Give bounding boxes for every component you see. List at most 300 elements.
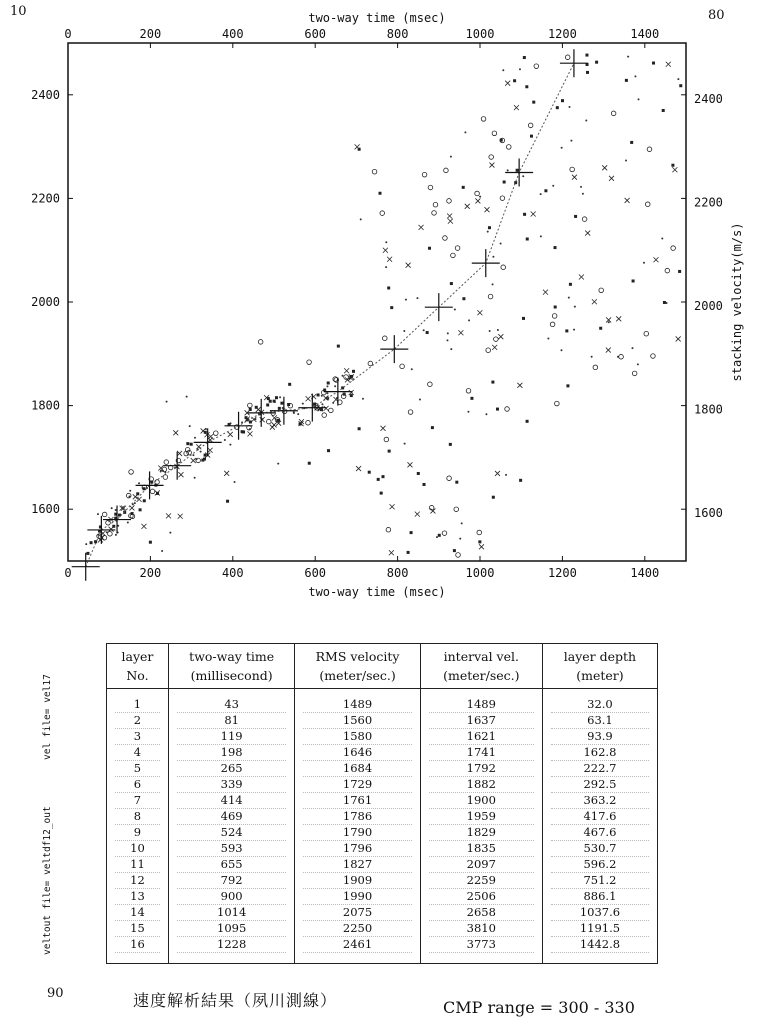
table-cell: 14 xyxy=(115,905,160,921)
scatter-point-star xyxy=(491,381,494,384)
scatter-point-cross xyxy=(173,430,178,435)
scatter-point-cross xyxy=(572,175,577,180)
table-cell: 10 xyxy=(115,841,160,857)
scatter-point-star xyxy=(478,540,481,543)
scatter-point-dot xyxy=(106,531,108,533)
scatter-point-cross xyxy=(228,432,233,437)
table-cell: 2 xyxy=(115,713,160,729)
scatter-point-circle xyxy=(102,512,107,517)
scatter-point-cross xyxy=(505,81,510,86)
scatter-point-star xyxy=(241,430,244,433)
scatter-point-dot xyxy=(297,413,299,415)
scatter-point-dot xyxy=(166,401,168,403)
scatter-point-star xyxy=(149,541,152,544)
table-cell: 655 xyxy=(177,857,286,873)
scatter-point-star xyxy=(500,139,503,142)
scatter-point-dot xyxy=(638,98,640,100)
scatter-point-circle xyxy=(329,408,334,413)
scatter-point-cross xyxy=(247,431,252,436)
page-number-top-right: 80 xyxy=(708,8,725,23)
scatter-point-cross xyxy=(356,466,361,471)
scatter-point-cross xyxy=(387,257,392,262)
scatter-point-dot xyxy=(343,392,345,394)
scatter-point-star xyxy=(455,481,458,484)
scatter-point-dot xyxy=(677,78,679,80)
scatter-point-star xyxy=(492,496,495,499)
scatter-point-dot xyxy=(502,69,504,71)
table-cell: 265 xyxy=(177,761,286,777)
scatter-point-dot xyxy=(447,332,449,334)
scatter-point-star xyxy=(190,443,193,446)
cmp-range-label: CMP range = 300 - 330 xyxy=(443,998,635,1017)
scatter-point-star xyxy=(226,500,229,503)
table-header-line: two-way time xyxy=(189,649,275,664)
scatter-point-cross xyxy=(406,263,411,268)
scatter-point-dot xyxy=(134,502,136,504)
scatter-point-dot xyxy=(192,454,194,456)
scatter-point-dot xyxy=(625,160,627,162)
scatter-point-cross xyxy=(141,524,146,529)
table-header xyxy=(107,644,169,689)
scatter-point-star xyxy=(532,101,535,104)
scatter-point-star xyxy=(275,396,278,399)
velocity-pick-marker xyxy=(194,428,222,456)
scatter-point-cross xyxy=(495,471,500,476)
scatter-point-circle xyxy=(451,253,456,258)
scatter-point-cross xyxy=(531,211,536,216)
scatter-point-star xyxy=(280,402,283,405)
table-cell: 1684 xyxy=(303,761,411,777)
scatter-point-dot xyxy=(85,543,87,545)
scatter-point-star xyxy=(358,427,361,430)
scatter-point-dot xyxy=(411,368,413,370)
scatter-point-cross xyxy=(543,290,548,295)
scatter-point-star xyxy=(131,512,134,515)
scatter-point-star xyxy=(526,420,529,423)
table-cell: 1909 xyxy=(303,873,411,889)
scatter-point-circle xyxy=(534,64,539,69)
scatter-point-star xyxy=(156,492,159,495)
veltout-file-label: veltout file= veltdf12_out xyxy=(42,806,53,955)
scatter-point-dot xyxy=(385,241,387,243)
scatter-point-dot xyxy=(423,329,425,331)
scatter-point-cross xyxy=(458,330,463,335)
scatter-point-circle xyxy=(632,371,637,376)
scatter-point-star xyxy=(630,141,633,144)
scatter-point-dot xyxy=(230,422,232,424)
scatter-point-star xyxy=(625,79,628,82)
table-cell: 1959 xyxy=(429,809,534,825)
scatter-point-star xyxy=(143,499,146,502)
table-cell: 524 xyxy=(177,825,286,841)
scatter-point-circle xyxy=(447,199,452,204)
scatter-point-cross xyxy=(602,165,607,170)
scatter-point-star xyxy=(488,226,491,229)
scatter-point-dot xyxy=(115,534,117,536)
table-cell: 530.7 xyxy=(551,841,649,857)
scatter-point-circle xyxy=(506,145,511,150)
scatter-point-circle xyxy=(599,288,604,293)
table-cell: 1827 xyxy=(303,857,411,873)
x-tick-label-top: 600 xyxy=(304,27,327,41)
scatter-point-dot xyxy=(661,238,663,240)
table-cell: 16 xyxy=(115,937,160,953)
scatter-point-star xyxy=(86,552,89,555)
plot-frame xyxy=(68,43,686,561)
table-header-line: (millisecond) xyxy=(190,668,273,683)
table-cell: 1637 xyxy=(429,713,534,729)
table-header-line: (meter/sec.) xyxy=(319,668,396,683)
scatter-point-circle xyxy=(447,476,452,481)
table-column-rms-velocity xyxy=(295,689,420,964)
scatter-point-star xyxy=(496,408,499,411)
scatter-point-star xyxy=(255,406,258,409)
scatter-point-dot xyxy=(459,538,461,540)
scatter-point-circle xyxy=(570,167,575,172)
scatter-point-star xyxy=(201,459,204,462)
scatter-point-star xyxy=(381,475,384,478)
scatter-point-dot xyxy=(162,470,164,472)
scatter-point-dot xyxy=(591,356,593,358)
scatter-point-cross xyxy=(407,462,412,467)
scatter-point-circle xyxy=(651,354,656,359)
scatter-point-cross xyxy=(178,472,183,477)
scatter-point-star xyxy=(671,164,674,167)
scatter-point-circle xyxy=(428,185,433,190)
table-cell: 1796 xyxy=(303,841,411,857)
scatter-point-cross xyxy=(344,368,349,373)
scatter-point-star xyxy=(390,306,393,309)
scatter-point-circle xyxy=(501,265,506,270)
scatter-point-dot xyxy=(450,156,452,158)
scatter-point-dot xyxy=(194,437,196,439)
table-cell: 1 xyxy=(115,697,160,713)
scatter-point-circle xyxy=(163,475,168,480)
table-cell: 93.9 xyxy=(551,729,649,745)
table-cell: 596.2 xyxy=(551,857,649,873)
scatter-point-cross xyxy=(224,471,229,476)
table-cell: 1790 xyxy=(303,825,411,841)
scatter-point-cross xyxy=(609,176,614,181)
scatter-point-dot xyxy=(519,68,521,70)
scatter-point-circle xyxy=(266,419,271,424)
scatter-point-circle xyxy=(555,401,560,406)
scatter-point-cross xyxy=(517,383,522,388)
scatter-point-star xyxy=(380,492,383,495)
scatter-point-dot xyxy=(569,106,571,108)
scatter-point-circle xyxy=(322,413,327,418)
scatter-point-dot xyxy=(161,550,163,552)
table-cell: 792 xyxy=(177,873,286,889)
table-cell: 43 xyxy=(177,697,286,713)
table-cell: 8 xyxy=(115,809,160,825)
scatter-point-circle xyxy=(665,268,670,273)
scatter-point-star xyxy=(118,514,121,517)
table-cell: 363.2 xyxy=(551,793,649,809)
scatter-point-star xyxy=(313,403,316,406)
table-cell: 5 xyxy=(115,761,160,777)
scatter-point-cross xyxy=(415,512,420,517)
table-header-line: (meter) xyxy=(576,668,624,683)
scatter-point-circle xyxy=(552,314,557,319)
scatter-point-circle xyxy=(214,431,219,436)
table-cell: 751.2 xyxy=(551,873,649,889)
scatter-point-cross xyxy=(306,396,311,401)
scatter-point-dot xyxy=(419,399,421,401)
scatter-point-dot xyxy=(608,321,610,323)
scatter-point-dot xyxy=(505,474,507,476)
table-cell: 1835 xyxy=(429,841,534,857)
scatter-point-dot xyxy=(507,169,509,171)
scatter-point-circle xyxy=(481,117,486,122)
scatter-point-cross xyxy=(672,167,677,172)
x-tick-label-bottom: 600 xyxy=(304,566,327,580)
scatter-point-circle xyxy=(258,340,263,345)
scatter-point-star xyxy=(449,443,452,446)
scatter-point-dot xyxy=(467,411,469,413)
scatter-point-dot xyxy=(254,418,256,420)
scatter-point-dot xyxy=(461,522,463,524)
scatter-point-cross xyxy=(178,514,183,519)
scatter-point-circle xyxy=(306,420,311,425)
y-tick-label-right: 2000 xyxy=(694,299,723,313)
velocity-pick-marker xyxy=(425,293,453,321)
table-cell: 1014 xyxy=(177,905,286,921)
table-cell: 2259 xyxy=(429,873,534,889)
scatter-point-cross xyxy=(465,204,470,209)
scatter-point-dot xyxy=(342,375,344,377)
table-cell: 1442.8 xyxy=(551,937,649,953)
scatter-point-star xyxy=(426,331,429,334)
scatter-point-cross xyxy=(191,458,196,463)
scatter-point-cross xyxy=(448,219,453,224)
scatter-point-star xyxy=(273,400,276,403)
table-header-line: No. xyxy=(126,668,149,683)
scatter-point-dot xyxy=(492,283,494,285)
scatter-point-circle xyxy=(505,407,510,412)
table-cell: 162.8 xyxy=(551,745,649,761)
table-header xyxy=(168,644,294,689)
scatter-point-dot xyxy=(446,339,448,341)
scatter-point-dot xyxy=(464,131,466,133)
scatter-point-star xyxy=(90,541,93,544)
scatter-point-circle xyxy=(550,322,555,327)
table-cell: 2075 xyxy=(303,905,411,921)
scatter-point-star xyxy=(417,472,420,475)
table-cell: 222.7 xyxy=(551,761,649,777)
scatter-point-star xyxy=(554,306,557,309)
table-cell: 1646 xyxy=(303,745,411,761)
scatter-point-circle xyxy=(486,348,491,353)
scatter-point-circle xyxy=(494,337,499,342)
scatter-point-dot xyxy=(404,443,406,445)
scatter-point-dot xyxy=(360,218,362,220)
scatter-point-star xyxy=(513,79,516,82)
scatter-point-circle xyxy=(108,531,113,536)
table-cell: 1900 xyxy=(429,793,534,809)
table-cell: 15 xyxy=(115,921,160,937)
scatter-point-dot xyxy=(631,347,633,349)
scatter-point-star xyxy=(112,525,115,528)
scatter-point-circle xyxy=(400,364,405,369)
scatter-point-star xyxy=(470,397,473,400)
scatter-point-circle xyxy=(500,196,505,201)
scatter-point-circle xyxy=(408,410,413,415)
scatter-point-dot xyxy=(186,396,188,398)
scatter-point-cross xyxy=(272,422,277,427)
scatter-point-star xyxy=(269,400,272,403)
table-cell: 12 xyxy=(115,873,160,889)
table-cell: 1095 xyxy=(177,921,286,937)
table-cell: 469 xyxy=(177,809,286,825)
scatter-point-star xyxy=(388,450,391,453)
table-cell: 1489 xyxy=(303,697,411,713)
scatter-point-circle xyxy=(645,202,650,207)
scatter-point-star xyxy=(428,247,431,250)
table-cell: 1037.6 xyxy=(551,905,649,921)
scatter-point-dot xyxy=(522,175,524,177)
table-cell: 417.6 xyxy=(551,809,649,825)
scatter-point-dot xyxy=(568,297,570,299)
scatter-point-cross xyxy=(475,198,480,203)
scatter-point-circle xyxy=(488,294,493,299)
scatter-point-dot xyxy=(111,507,113,509)
scatter-point-dot xyxy=(160,470,162,472)
table-column-layer-no xyxy=(107,689,169,964)
table-cell: 1729 xyxy=(303,777,411,793)
table-cell: 3810 xyxy=(429,921,534,937)
x-tick-label-bottom: 200 xyxy=(139,566,162,580)
scatter-point-circle xyxy=(380,211,385,216)
y-tick-label-right: 2200 xyxy=(694,195,723,210)
y-tick-label-left: 2400 xyxy=(31,87,60,102)
scatter-point-cross xyxy=(479,544,484,549)
table-cell: 1829 xyxy=(429,825,534,841)
x-tick-label-top: 400 xyxy=(221,27,244,41)
scatter-point-star xyxy=(186,442,189,445)
scatter-point-star xyxy=(423,483,426,486)
scatter-point-cross xyxy=(166,513,171,518)
table-cell: 1489 xyxy=(429,697,534,713)
scatter-point-star xyxy=(358,148,361,151)
y-tick-label-left: 2000 xyxy=(31,295,60,309)
scatter-point-dot xyxy=(241,421,243,423)
scatter-point-star xyxy=(503,180,506,183)
table-cell: 1882 xyxy=(429,777,534,793)
scatter-point-circle xyxy=(126,493,131,498)
table-header-line: RMS velocity xyxy=(315,649,400,664)
table-column-interval-vel xyxy=(420,689,542,964)
table-cell: 1741 xyxy=(429,745,534,761)
scatter-point-dot xyxy=(492,256,494,258)
scatter-point-dot xyxy=(561,147,563,149)
table-cell: 2461 xyxy=(303,937,411,953)
x-tick-label-top: 1000 xyxy=(465,27,495,41)
y-tick-label-right: 2400 xyxy=(694,91,723,106)
scatter-point-dot xyxy=(497,329,499,331)
scatter-point-dot xyxy=(229,444,231,446)
scatter-point-circle xyxy=(644,331,649,336)
scatter-point-circle xyxy=(372,169,377,174)
scatter-point-circle xyxy=(386,527,391,532)
scatter-point-circle xyxy=(455,246,460,251)
scatter-point-star xyxy=(678,270,681,273)
table-header-line: interval vel. xyxy=(443,649,519,664)
scatter-point-star xyxy=(378,192,381,195)
scatter-point-star xyxy=(407,551,410,554)
scatter-point-dot xyxy=(129,490,131,492)
scatter-point-circle xyxy=(582,217,587,222)
table-cell: 1228 xyxy=(177,937,286,953)
scatter-point-star xyxy=(525,85,528,88)
scatter-point-circle xyxy=(565,55,570,60)
scatter-point-star xyxy=(519,479,522,482)
scatter-point-cross xyxy=(606,348,611,353)
table-header-line: (meter/sec.) xyxy=(443,668,520,683)
velocity-pick-marker xyxy=(298,394,326,422)
vel-file-label: vel file= vel17 xyxy=(42,674,53,760)
scatter-point-dot xyxy=(436,536,438,538)
scatter-point-cross xyxy=(383,248,388,253)
scatter-point-star xyxy=(453,549,456,552)
table-cell: 1990 xyxy=(303,889,411,905)
scatter-point-circle xyxy=(443,236,448,241)
scatter-point-star xyxy=(574,215,577,218)
x-tick-label-top: 1400 xyxy=(630,27,660,41)
x-tick-label-bottom: 800 xyxy=(386,566,409,580)
scatter-point-cross xyxy=(389,550,394,555)
scatter-point-dot xyxy=(570,140,572,142)
scatter-point-star xyxy=(523,213,526,216)
scatter-point-cross xyxy=(477,310,482,315)
scatter-point-star xyxy=(287,403,290,406)
scatter-point-star xyxy=(522,317,525,320)
scatter-point-dot xyxy=(321,403,323,405)
table-header xyxy=(420,644,542,689)
scatter-point-dot xyxy=(97,513,99,515)
scatter-point-dot xyxy=(334,385,336,387)
table-column-two-way-time xyxy=(168,689,294,964)
scatter-point-dot xyxy=(405,299,407,301)
scatter-point-star xyxy=(139,508,142,511)
y-tick-label-right: 1600 xyxy=(694,506,723,521)
velocity-pick-marker xyxy=(560,49,588,77)
scatter-point-circle xyxy=(456,553,461,558)
scatter-point-cross xyxy=(419,225,424,230)
scatter-point-star xyxy=(523,56,526,59)
scatter-point-dot xyxy=(234,481,236,483)
table-cell: 119 xyxy=(177,729,286,745)
scatter-point-star xyxy=(143,487,146,490)
scatter-point-star xyxy=(554,246,557,249)
scatter-point-cross xyxy=(489,163,494,168)
scatter-point-star xyxy=(410,531,413,534)
scatter-point-dot xyxy=(450,348,452,350)
table-cell: 63.1 xyxy=(551,713,649,729)
table-header-line: layer depth xyxy=(563,649,637,664)
y-tick-label-left: 2200 xyxy=(31,191,60,206)
velocity-results-table xyxy=(106,643,658,964)
x-tick-label-top: 0 xyxy=(64,27,72,41)
scatter-point-cross xyxy=(585,231,590,236)
scatter-point-dot xyxy=(279,396,281,398)
scatter-point-dot xyxy=(277,463,279,465)
scatter-point-dot xyxy=(580,186,582,188)
table-cell: 414 xyxy=(177,793,286,809)
table-cell: 467.6 xyxy=(551,825,649,841)
scatter-point-dot xyxy=(200,451,202,453)
scatter-point-star xyxy=(249,421,252,424)
